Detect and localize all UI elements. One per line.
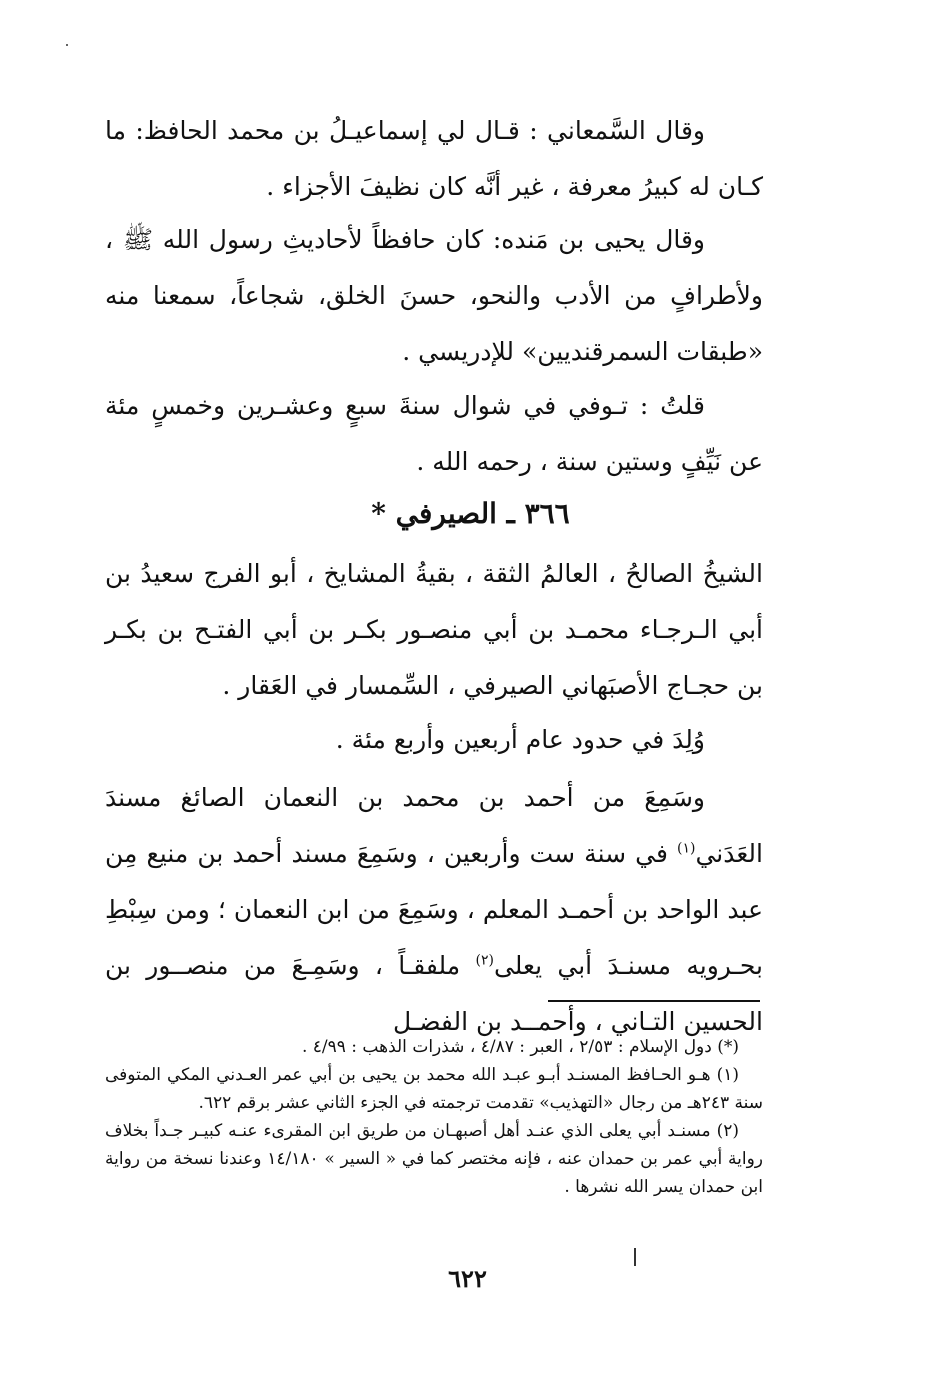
paragraph-text: وقال السَّمعاني : قـال لي إسماعيـلُ بن محمد الحافظ: ما كـان له كبيرُ معرفة ، غير أنَّه كان نظيفَ الأجزاء . bbox=[105, 116, 763, 201]
paragraph-text: ملفقـاً ، وسَمِـعَ من منصــور بن الحسين التـاني ، وأحمــد بن الفضـل bbox=[105, 951, 763, 1036]
paragraph-hearing bbox=[105, 770, 763, 1050]
paragraph-biography-intro bbox=[105, 546, 763, 714]
paragraph-text: قلتُ : تـوفي في شوال سنةَ سبعٍ وعشـرين وخمسٍ مئة عن نَيِّفٍ وستين سنة ، رحمه الله . bbox=[105, 391, 763, 476]
margin-speck bbox=[66, 44, 68, 46]
footnotes-section bbox=[105, 1033, 763, 1201]
footnote-1: (١) هـو الحـافظ المسنـد أبـو عبـد الله محمد بن يحيى بن أبي عمر العـدني المكي المتوفى سنة ٢٤٣هـ من رجال «التهذيب» تقدمت ترجمته في الجزء الثاني عشر برقم ٦٢٢. bbox=[105, 1065, 763, 1113]
paragraph-birth bbox=[105, 712, 763, 768]
paragraph-text: في سنة ست وأربعين ، وسَمِعَ مسند أحمد بن منيع مِن عبد الواحد بن أحمـد المعلم ، وسَمِعَ من ابن النعمان ؛ ومن سِبْطِ بحـرويه مسنـدَ أبي يعلى bbox=[105, 839, 764, 980]
paragraph-samani-quote bbox=[105, 103, 763, 215]
page-number: ٦٢٢ bbox=[448, 1264, 487, 1293]
paragraph-yahya-quote bbox=[105, 212, 763, 380]
footnote-2: (٢) مسنـد أبي يعلى الذي عنـد أهل أصبهـان من طريق ابن المقرىء عنـه كبيـر جـداً بخلاف رواية أبي عمر بن حمدان عنه ، فإنه مختصر كما في « السير » ١٤/١٨٠ وعندنا نسخة من رواية ابن حمدان يسر الله نشرها . bbox=[105, 1121, 763, 1197]
paragraph-text: وُلِدَ في حدود عام أربعين وأربع مئة . bbox=[335, 725, 705, 754]
footnote-divider bbox=[548, 1000, 760, 1002]
paragraph-text: وسَمِعَ من أحمد بن محمد بن النعمان الصائغ مسندَ العَدَني bbox=[105, 783, 763, 868]
entry-heading: ٣٦٦ ـ الصيرفي * bbox=[371, 497, 570, 530]
footnote-marker-1[interactable]: (١) bbox=[676, 840, 696, 857]
footnote-marker-2[interactable]: (٢) bbox=[475, 952, 494, 969]
paragraph-death-note bbox=[105, 378, 763, 490]
footnote-star: (*) دول الإسلام : ٢/٥٣ ، العبر : ٤/٨٧ ، شذرات الذهب : ٤/٩٩ . bbox=[301, 1037, 739, 1057]
paragraph-text: وقال يحيى بن مَنده: كان حافظاً لأحاديثِ رسول الله ﷺ ، ولأطرافٍ من الأدب والنحو، حسنَ الخلق، شجاعاً، سمعنا منه «طبقات السمرقنديين» للإدريسي . bbox=[105, 225, 763, 366]
paragraph-text: الشيخُ الصالحُ ، العالمُ الثقة ، بقيةُ المشايخ ، أبو الفرج سعيدُ بن أبي الـرجـاء محمـد بن أبي منصـور بكـر بن أبي الفتـح بن بكـر بن حجـاج الأصبَهاني الصيرفي ، السِّمسار في العَقار . bbox=[105, 559, 763, 700]
